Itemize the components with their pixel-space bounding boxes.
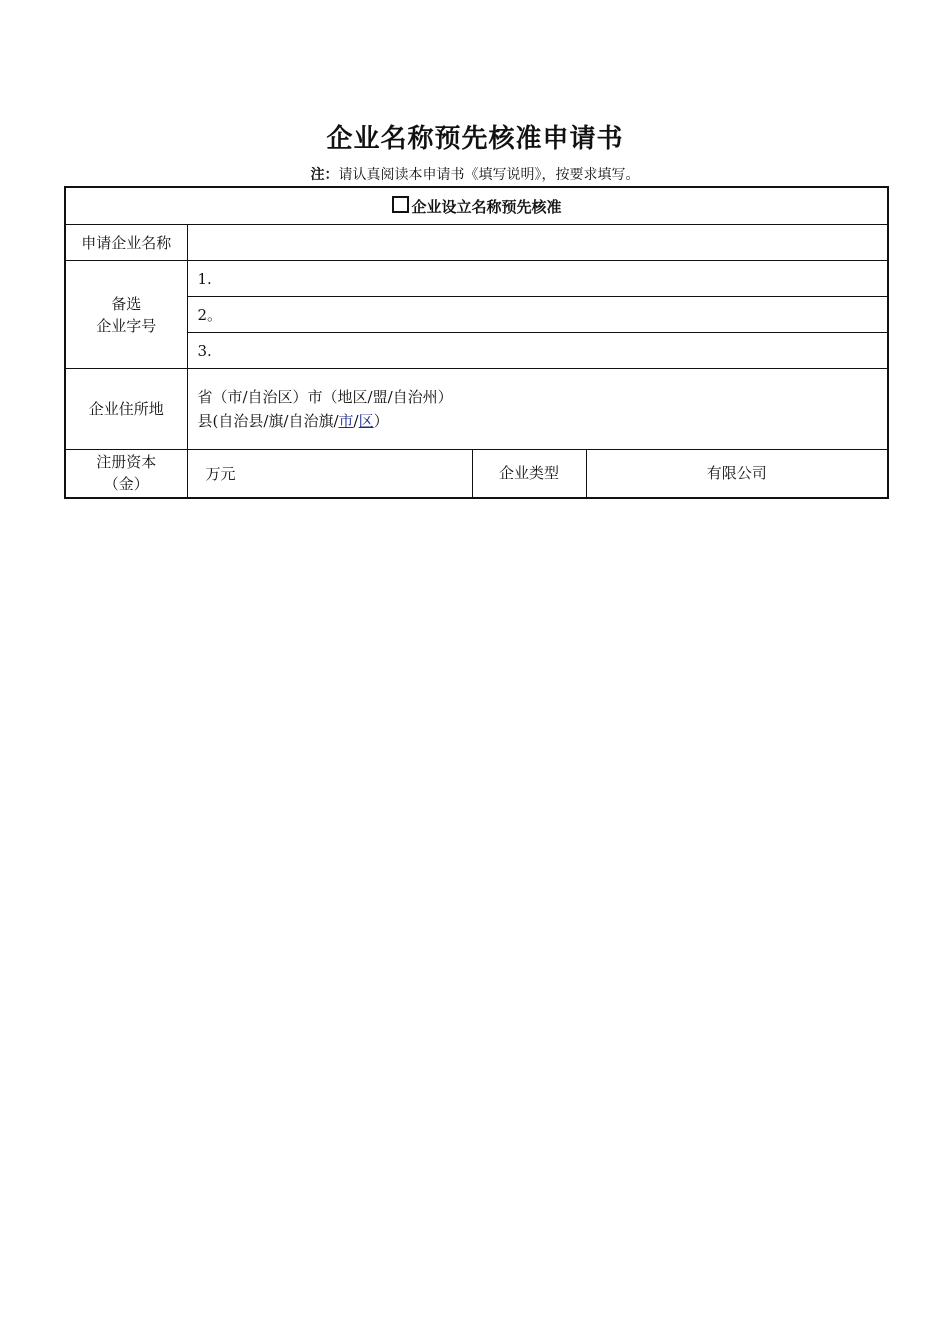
section-checkbox[interactable]: [392, 196, 409, 213]
instruction-note: [0, 164, 950, 184]
alternate-names-label: [65, 261, 187, 369]
alternate-name-field-1[interactable]: 1.: [187, 261, 888, 297]
address-label: 企业住所地: [65, 369, 187, 450]
note-text: 请认真阅读本申请书《填写说明》，按要求填写。: [338, 167, 640, 183]
capital-label: [65, 450, 187, 498]
alternate-label-line1: 备选: [111, 294, 142, 313]
capital-label-line2: （金）: [103, 475, 149, 494]
application-form-table: [64, 186, 889, 499]
section-label: 企业设立名称预先核准: [411, 197, 562, 216]
address-line2-suffix: ）: [373, 412, 389, 430]
applicant-name-label: 申请企业名称: [65, 225, 187, 261]
district-link[interactable]: 区: [358, 412, 374, 430]
page-title: 企业名称预先核准申请书: [326, 124, 624, 154]
note-prefix: 注：: [310, 167, 339, 183]
capital-field[interactable]: 万元: [187, 450, 472, 498]
address-field[interactable]: [187, 369, 888, 450]
address-line2: [198, 409, 888, 433]
address-line2-prefix: 县(自治县/旗/自治旗/: [197, 412, 339, 430]
applicant-name-field[interactable]: [187, 225, 888, 261]
company-type-field[interactable]: 有限公司: [586, 450, 888, 498]
alternate-name-field-2[interactable]: 2。: [187, 297, 888, 333]
address-line1: 省（市/自治区）市（地区/盟/自治州）: [197, 388, 453, 406]
city-link[interactable]: 市: [338, 412, 354, 430]
section-header: [65, 187, 888, 225]
address-line2-separator: /: [353, 412, 359, 430]
alternate-name-field-3[interactable]: 3.: [187, 333, 888, 369]
alternate-label-line2: 企业字号: [96, 316, 157, 335]
company-type-label: 企业类型: [472, 450, 586, 498]
capital-label-line1: 注册资本: [96, 453, 157, 472]
